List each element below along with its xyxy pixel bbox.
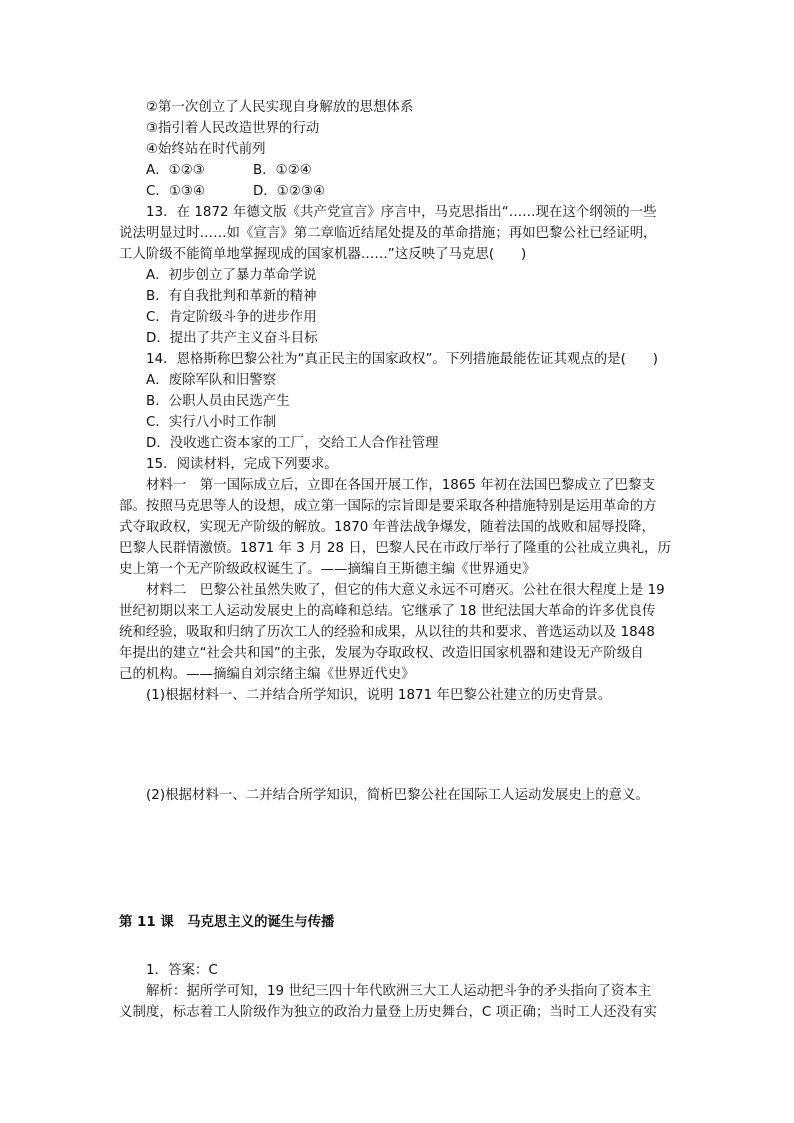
q12-option-3: ③指引着人民改造世界的行动 — [146, 121, 320, 136]
q13-stem-line: 工人阶级不能简单地掌握现成的国家机器……”这反映了马克思( ) — [119, 247, 527, 262]
q12-choice-c: C．①③④ — [146, 184, 206, 199]
q15-sub-question-2: (2)根据材料一、二并结合所学知识，简析巴黎公社在国际工人运动发展史上的意义。 — [146, 788, 649, 803]
q13-option-d: D．提出了共产主义奋斗目标 — [146, 331, 318, 346]
q15-material-1-line: 史上第一个无产阶级政权诞生了。——摘编自王斯德主编《世界通史》 — [119, 562, 536, 577]
q12-choices-row-2 — [119, 181, 679, 202]
question-13 — [119, 202, 679, 349]
q15-stem: 15．阅读材料，完成下列要求。 — [146, 457, 338, 472]
q15-sub-question-2-block — [119, 785, 679, 806]
q12-choice-d: D．①②③④ — [253, 184, 326, 199]
q12-option-4: ④始终站在时代前列 — [146, 142, 266, 157]
answer-1-label: 1．答案：C — [146, 963, 218, 978]
q15-material-1-line: 巴黎人民群情激愤。1871 年 3 月 28 日，巴黎人民在市政厅举行了隆重的公社成立典礼，历 — [119, 541, 671, 556]
q12-option-2: ②第一次创立了人民实现自身解放的思想体系 — [146, 100, 414, 115]
question-14 — [119, 349, 679, 454]
question-15 — [119, 454, 679, 706]
q12-choice-a: A．①②③ — [146, 163, 205, 178]
q15-material-2-line: 世纪初期以来工人运动发展史上的高峰和总结。它继承了 18 世纪法国大革命的许多优良传 — [119, 604, 656, 619]
q15-material-2-line: 材料二 巴黎公社虽然失败了，但它的伟大意义永远不可磨灭。公社在很大程度上是 19 — [146, 583, 665, 598]
q14-option-c: C．实行八小时工作制 — [146, 415, 277, 430]
q14-option-b: B．公职人员由民选产生 — [146, 394, 290, 409]
q15-material-1-line: 部。按照马克思等人的设想，成立第一国际的宗旨即是要采取各种措施特别是运用革命的方 — [119, 499, 657, 514]
q14-option-d: D．没收逃亡资本家的工厂，交给工人合作社管理 — [146, 436, 439, 451]
q13-stem-line: 说法明显过时……如《宣言》第二章临近结尾处提及的革命措施；再如巴黎公社已经证明， — [119, 226, 657, 241]
q13-option-a: A．初步创立了暴力革命学说 — [146, 268, 317, 283]
q15-material-2-line: 年提出的建立“社会共和国”的主张，发展为夺取政权、改造旧国家机器和建设无产阶级自 — [119, 646, 644, 661]
q13-stem-line: 13．在 1872 年德文版《共产党宣言》序言中，马克思指出“……现在这个纲领的一些 — [146, 205, 657, 220]
answer-1-analysis-line: 解析：据所学可知，19 世纪三四十年代欧洲三大工人运动把斗争的矛头指向了资本主 — [146, 984, 652, 999]
q14-option-a: A．废除军队和旧警察 — [146, 373, 277, 388]
question-12-tail — [119, 97, 679, 706]
q15-material-1-line: 式夺取政权，实现无产阶级的解放。1870 年普法战争爆发，随着法国的战败和屈辱投降， — [119, 520, 655, 535]
lesson-title: 第 11 课 马克思主义的诞生与传播 — [119, 915, 335, 930]
q15-sub-question-1: (1)根据材料一、二并结合所学知识，说明 1871 年巴黎公社建立的历史背景。 — [146, 688, 612, 703]
q15-material-1-line: 材料一 第一国际成立后，立即在各国开展工作，1865 年初在法国巴黎成立了巴黎支 — [146, 478, 656, 493]
q15-material-2-line: 己的机构。——摘编自刘宗绪主编《世界近代史》 — [119, 667, 415, 682]
q15-material-2-line: 统和经验，吸取和归纳了历次工人的经验和成果，从以往的共和要求、普选运动以及 1848 — [119, 625, 655, 640]
answers-section — [119, 912, 679, 933]
q12-choice-b: B．①②④ — [253, 163, 312, 178]
q12-choices-row-1 — [119, 160, 679, 181]
q13-option-b: B．有自我批判和革新的精神 — [146, 289, 317, 304]
q13-option-c: C．肯定阶级斗争的进步作用 — [146, 310, 317, 325]
q14-stem: 14．恩格斯称巴黎公社为“真正民主的国家政权”。下列措施最能佐证其观点的是( ) — [146, 352, 659, 367]
answer-1-block — [119, 960, 679, 1023]
answer-1-analysis-line: 义制度，标志着工人阶级作为独立的政治力量登上历史舞台，C 项正确；当时工人还没有实 — [119, 1005, 657, 1020]
